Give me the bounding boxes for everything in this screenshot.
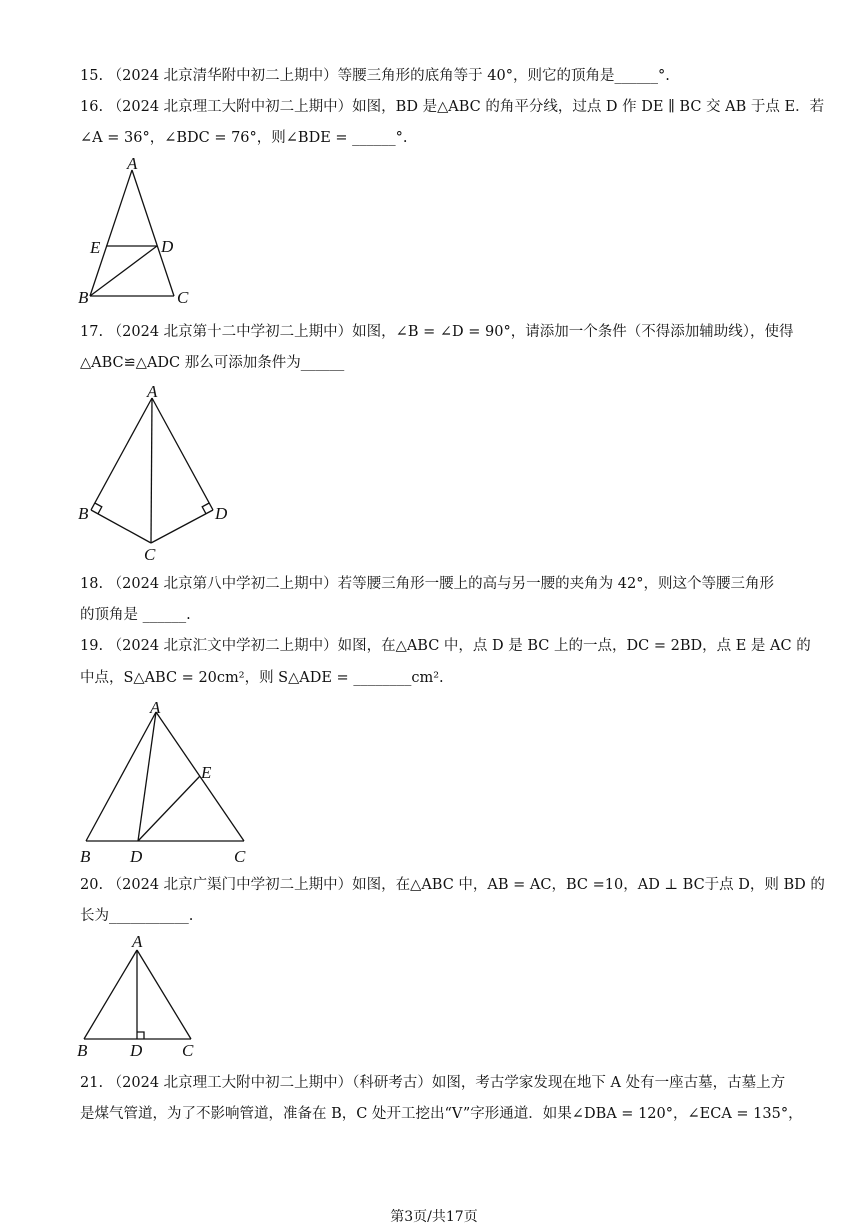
problem-19-text-line1: 19. （2024 北京汇文中学初二上期中）如图，在△ABC 中，点 D 是 BC 上的一点，DC = 2BD，点 E 是 AC 的 bbox=[80, 638, 811, 654]
problem-17-figure bbox=[76, 380, 236, 565]
problem-19-figure bbox=[76, 696, 256, 868]
problem-20-figure bbox=[76, 932, 216, 1060]
label-e: E bbox=[90, 238, 101, 257]
segment-de bbox=[138, 776, 200, 841]
label-d: D bbox=[161, 237, 174, 256]
label-c: C bbox=[177, 288, 189, 307]
label-c: C bbox=[144, 545, 156, 564]
segment-ab bbox=[91, 398, 152, 510]
problem-20-text-line2: 长为___________. bbox=[80, 908, 194, 924]
label-a: A bbox=[150, 698, 161, 717]
segment-ac bbox=[132, 170, 174, 296]
segment-ab bbox=[90, 170, 132, 296]
segment-ad bbox=[152, 398, 213, 510]
page-number-footer: 第3页/共17页 bbox=[390, 1209, 478, 1225]
problem-20-text-line1: 20. （2024 北京广渠门中学初二上期中）如图，在△ABC 中，AB = AC，BC =10，AD ⊥ BC于点 D，则 BD 的 bbox=[80, 877, 825, 893]
label-e: E bbox=[201, 763, 212, 782]
label-b: B bbox=[77, 1041, 88, 1060]
problem-16-figure bbox=[76, 154, 196, 308]
problem-15-text: 15. （2024 北京清华附中初二上期中）等腰三角形的底角等于 40°，则它的顶角是______°. bbox=[80, 68, 670, 84]
problem-17-text-line2: △ABC≌△ADC 那么可添加条件为______ bbox=[80, 355, 345, 371]
label-a: A bbox=[127, 154, 138, 173]
segment-ac bbox=[151, 398, 152, 543]
label-c: C bbox=[234, 847, 246, 866]
label-d: D bbox=[130, 847, 143, 866]
problem-17-text-line1: 17. （2024 北京第十二中学初二上期中）如图，∠B = ∠D = 90°，请添加一个条件（不得添加辅助线），使得 bbox=[80, 324, 794, 340]
problem-18-text-line1: 18. （2024 北京第八中学初二上期中）若等腰三角形一腰上的高与另一腰的夹角为 42°，则这个等腰三角形 bbox=[80, 576, 774, 592]
label-b: B bbox=[80, 847, 91, 866]
segment-ab bbox=[86, 712, 156, 841]
label-c: C bbox=[182, 1041, 194, 1060]
problem-16-text-line2: ∠A = 36°，∠BDC = 76°，则∠BDE = ______°. bbox=[80, 130, 408, 146]
label-d: D bbox=[215, 504, 228, 523]
label-a: A bbox=[132, 932, 143, 951]
problem-16-text-line1: 16. （2024 北京理工大附中初二上期中）如图，BD 是△ABC 的角平分线，过点 D 作 DE ∥ BC 交 AB 于点 E．若 bbox=[80, 99, 825, 115]
problem-18-text-line2: 的顶角是 ______. bbox=[80, 607, 191, 623]
segment-bc bbox=[91, 510, 151, 543]
label-b: B bbox=[78, 288, 89, 307]
right-angle-mark-d bbox=[137, 1032, 144, 1039]
label-d: D bbox=[130, 1041, 143, 1060]
label-b: B bbox=[78, 504, 89, 523]
segment-ab bbox=[84, 950, 137, 1039]
label-a: A bbox=[147, 382, 158, 401]
problem-19-text-line2: 中点，S△ABC = 20cm²，则 S△ADE = ________cm². bbox=[80, 670, 444, 686]
problem-21-text-line2: 是煤气管道，为了不影响管道，准备在 B，C 处开工挖出“V”字形通道．如果∠DBA = 120°，∠ECA = 135°， bbox=[80, 1106, 803, 1122]
segment-dc bbox=[151, 510, 213, 543]
problem-21-text-line1: 21. （2024 北京理工大附中初二上期中）（科研考古）如图，考古学家发现在地下 A 处有一座古墓，古墓上方 bbox=[80, 1075, 786, 1091]
segment-ac bbox=[137, 950, 191, 1039]
segment-ad bbox=[138, 712, 156, 841]
